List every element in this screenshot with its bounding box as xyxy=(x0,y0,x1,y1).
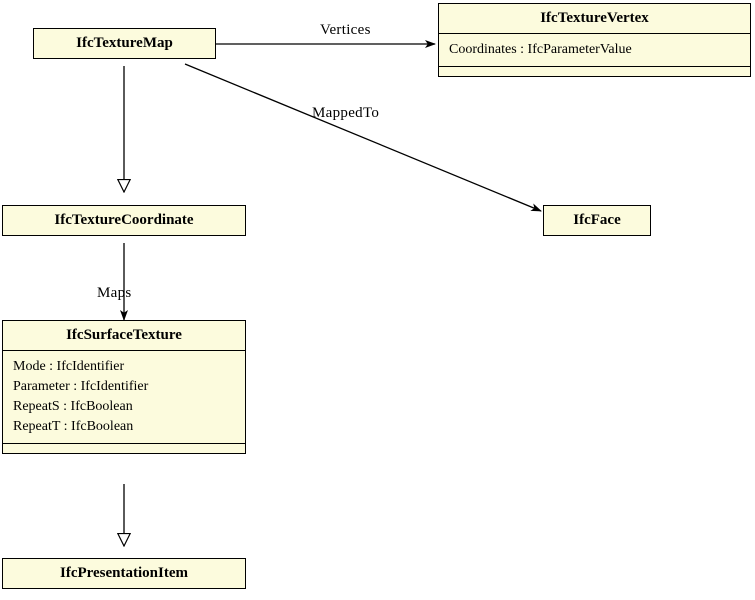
class-box-ifctexturemap[interactable] xyxy=(33,28,216,59)
class-footer xyxy=(439,66,750,76)
class-title: IfcSurfaceTexture xyxy=(66,327,182,343)
class-box-ifctexturecoordinate[interactable] xyxy=(2,205,246,236)
class-title: IfcPresentationItem xyxy=(59,565,189,581)
edge-label-mappedto: MappedTo xyxy=(312,105,380,121)
class-box-ifcpresentationitem[interactable] xyxy=(2,558,246,589)
class-attributes xyxy=(3,350,245,443)
class-footer xyxy=(3,443,245,453)
class-attribute: Coordinates : IfcParameterValue xyxy=(449,42,632,57)
class-title: IfcTextureMap xyxy=(76,35,173,51)
class-attribute: Parameter : IfcIdentifier xyxy=(13,378,149,394)
class-box-ifcsurfacetexture[interactable] xyxy=(2,320,246,454)
class-title: IfcTextureCoordinate xyxy=(54,212,194,228)
class-attribute: RepeatT : IfcBoolean xyxy=(13,418,134,434)
class-box-ifcface[interactable] xyxy=(543,205,651,236)
edge-label-maps: Maps xyxy=(97,285,132,301)
class-title: IfcTextureVertex xyxy=(540,10,649,26)
class-attribute: RepeatS : IfcBoolean xyxy=(13,398,133,414)
class-attribute: Mode : IfcIdentifier xyxy=(13,359,125,374)
edge-label-vertices: Vertices xyxy=(320,22,371,38)
class-attributes xyxy=(439,33,750,66)
class-box-ifctexturevertex[interactable] xyxy=(438,3,751,77)
edge-mappedto xyxy=(185,64,541,211)
class-title: IfcFace xyxy=(573,212,621,228)
